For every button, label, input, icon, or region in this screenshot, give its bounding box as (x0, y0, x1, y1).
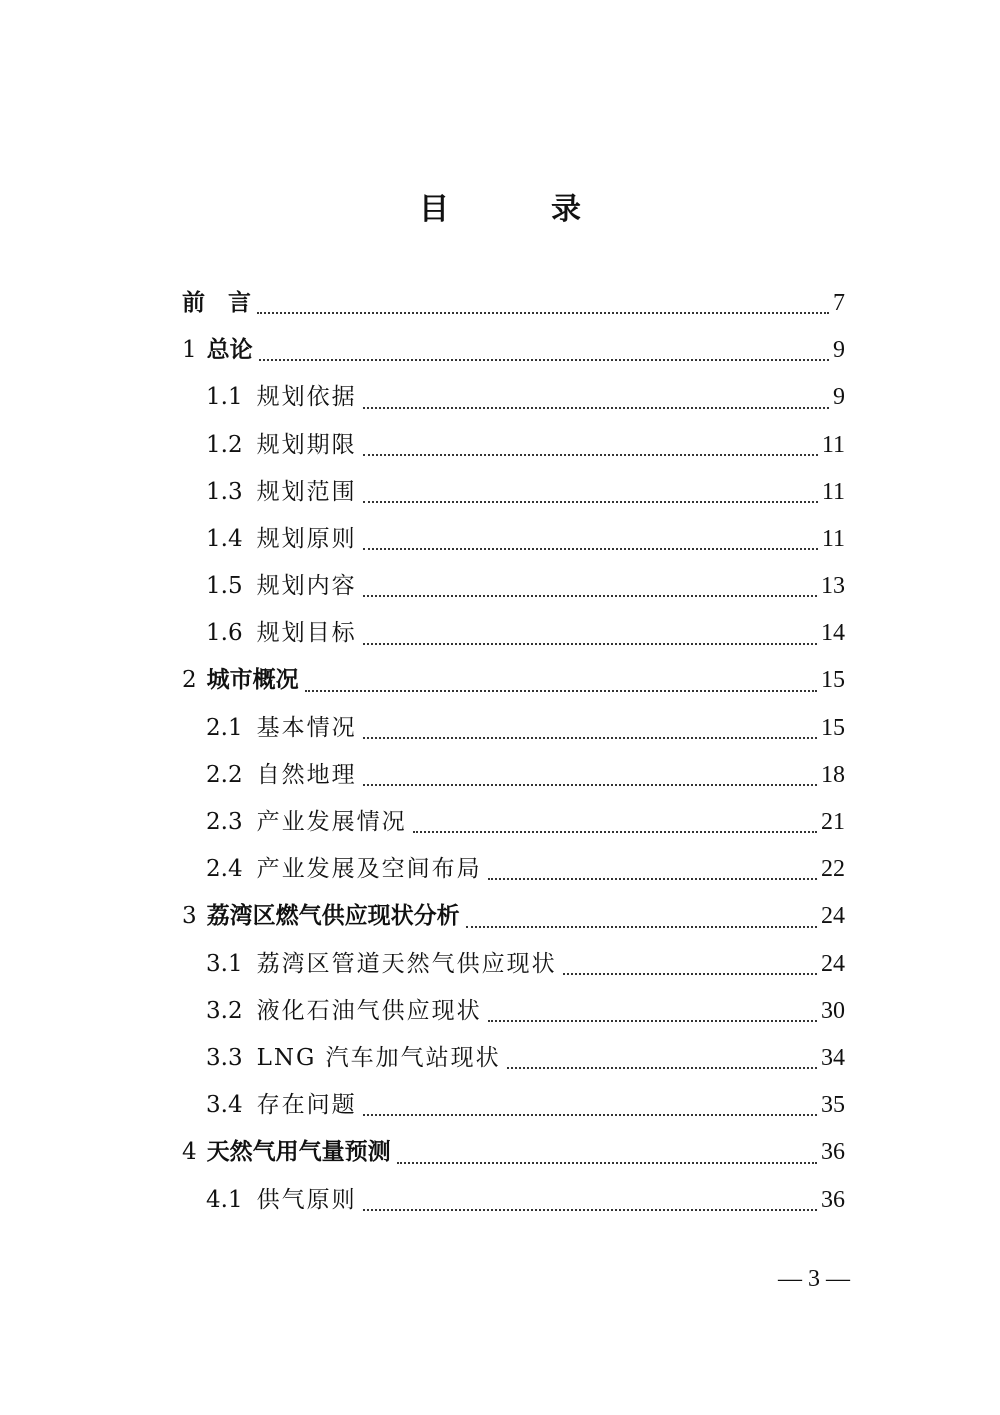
dot-leader (363, 454, 818, 456)
toc-entry-2-3[interactable] (182, 799, 845, 846)
toc-entry-1-6[interactable] (182, 610, 845, 657)
toc-entry-label: 总论 (206, 337, 253, 364)
dot-leader (466, 926, 817, 928)
toc-entry-1-2[interactable] (182, 422, 845, 469)
toc-entry-label: 规划期限 (256, 431, 357, 458)
dot-leader (363, 1114, 817, 1116)
toc-entry-page: 24 (821, 950, 845, 977)
toc-entry-1-3[interactable] (182, 469, 845, 516)
toc-entry-number: 1.2 (206, 431, 243, 458)
toc-entry-label: 规划目标 (256, 620, 357, 647)
dot-leader (257, 312, 829, 314)
toc-entry-label: 产业发展及空间布局 (256, 856, 482, 883)
toc-entry-label: 规划依据 (256, 384, 357, 411)
toc-entry-page: 11 (821, 431, 845, 458)
toc-entry-number: 2.4 (206, 856, 243, 883)
toc-entry-3-4[interactable] (182, 1082, 845, 1129)
toc-entry-page: 21 (821, 809, 845, 836)
toc-entry-page: 11 (821, 478, 845, 505)
toc-entry-number: 1.4 (206, 525, 243, 552)
toc-entry-2[interactable] (182, 658, 845, 705)
toc-entry-number: 4 (182, 1139, 197, 1166)
toc-entry-1[interactable] (182, 327, 845, 374)
toc-entry-number: 3.1 (206, 950, 243, 977)
toc-entry-number: 2.3 (206, 809, 243, 836)
dot-leader (488, 1020, 817, 1022)
toc-entry-4-1[interactable] (182, 1177, 845, 1224)
dot-leader (363, 784, 817, 786)
dot-leader (305, 690, 817, 692)
toc-entry-number: 1.6 (206, 620, 243, 647)
dot-leader (563, 973, 817, 975)
toc-entry-label: 液化石油气供应现状 (256, 997, 482, 1024)
dot-leader (363, 1209, 817, 1211)
dot-leader (363, 643, 817, 645)
toc-entry-label: 规划范围 (256, 478, 357, 505)
toc-entry-page: 36 (821, 1186, 845, 1213)
toc-entry-number: 1.3 (206, 478, 243, 505)
toc-entry-3-1[interactable] (182, 941, 845, 988)
footer-page-number: — 3 — (778, 1266, 850, 1292)
toc-entry-1-4[interactable] (182, 516, 845, 563)
toc-entry-2-2[interactable] (182, 752, 845, 799)
toc-entry-number: 1.5 (206, 573, 243, 600)
toc-entry-2-1[interactable] (182, 705, 845, 752)
toc-entry-page: 35 (821, 1092, 845, 1119)
toc-entry-page: 22 (821, 856, 845, 883)
toc-entry-label: 供气原则 (256, 1186, 357, 1213)
toc-entry-page: 18 (821, 761, 845, 788)
toc-entry-number: 4.1 (206, 1186, 243, 1213)
dot-leader (413, 831, 817, 833)
toc-entry-number: 2.2 (206, 761, 243, 788)
toc-entry-number: 2.1 (206, 714, 243, 741)
toc-entry-page: 7 (833, 289, 845, 316)
toc-entry-page: 30 (821, 997, 845, 1024)
toc-entry-page: 13 (821, 573, 845, 600)
toc-entry-label: 产业发展情况 (256, 809, 407, 836)
toc-entry-label: LNG 汽车加气站现状 (256, 1044, 501, 1071)
toc-entry-3-3[interactable] (182, 1035, 845, 1082)
toc-entry-label: 城市概况 (206, 667, 299, 694)
toc-entry-label: 荔湾区燃气供应现状分析 (206, 903, 460, 930)
page-title: 目 录 (419, 192, 617, 227)
toc-entry-number: 3.4 (206, 1092, 243, 1119)
toc-entry-number: 1.1 (206, 384, 243, 411)
toc-entry-page: 24 (821, 903, 845, 930)
toc-entry-page: 15 (821, 667, 845, 694)
dot-leader (363, 595, 817, 597)
toc-entry-label: 前 言 (182, 289, 251, 316)
dot-leader (488, 878, 817, 880)
toc-entry-4[interactable] (182, 1129, 845, 1176)
toc-entry-page: 11 (821, 525, 845, 552)
dot-leader (363, 501, 818, 503)
dot-leader (397, 1162, 817, 1164)
toc-entry-label: 天然气用气量预测 (206, 1139, 391, 1166)
toc-entry-3[interactable] (182, 893, 845, 940)
dot-leader (363, 407, 829, 409)
toc-entry-page: 9 (833, 384, 845, 411)
dot-leader (363, 548, 818, 550)
toc-entry-preface[interactable] (182, 280, 845, 327)
toc-entry-label: 存在问题 (256, 1092, 357, 1119)
toc-entry-label: 基本情况 (256, 714, 357, 741)
toc-entry-1-1[interactable] (182, 374, 845, 421)
table-of-contents (182, 280, 845, 1224)
toc-entry-page: 36 (821, 1139, 845, 1166)
toc-entry-page: 9 (833, 337, 845, 364)
toc-entry-number: 1 (182, 337, 197, 364)
dot-leader (259, 359, 829, 361)
toc-entry-number: 3 (182, 903, 197, 930)
toc-entry-label: 自然地理 (256, 761, 357, 788)
toc-entry-number: 3.3 (206, 1044, 243, 1071)
dot-leader (363, 737, 817, 739)
toc-entry-1-5[interactable] (182, 563, 845, 610)
toc-entry-label: 规划内容 (256, 573, 357, 600)
toc-entry-2-4[interactable] (182, 846, 845, 893)
toc-entry-3-2[interactable] (182, 988, 845, 1035)
toc-entry-number: 2 (182, 667, 197, 694)
dot-leader (507, 1067, 817, 1069)
toc-entry-label: 荔湾区管道天然气供应现状 (256, 950, 557, 977)
toc-entry-page: 34 (821, 1044, 845, 1071)
toc-entry-page: 14 (821, 620, 845, 647)
toc-entry-label: 规划原则 (256, 525, 357, 552)
toc-entry-number: 3.2 (206, 997, 243, 1024)
toc-entry-page: 15 (821, 714, 845, 741)
